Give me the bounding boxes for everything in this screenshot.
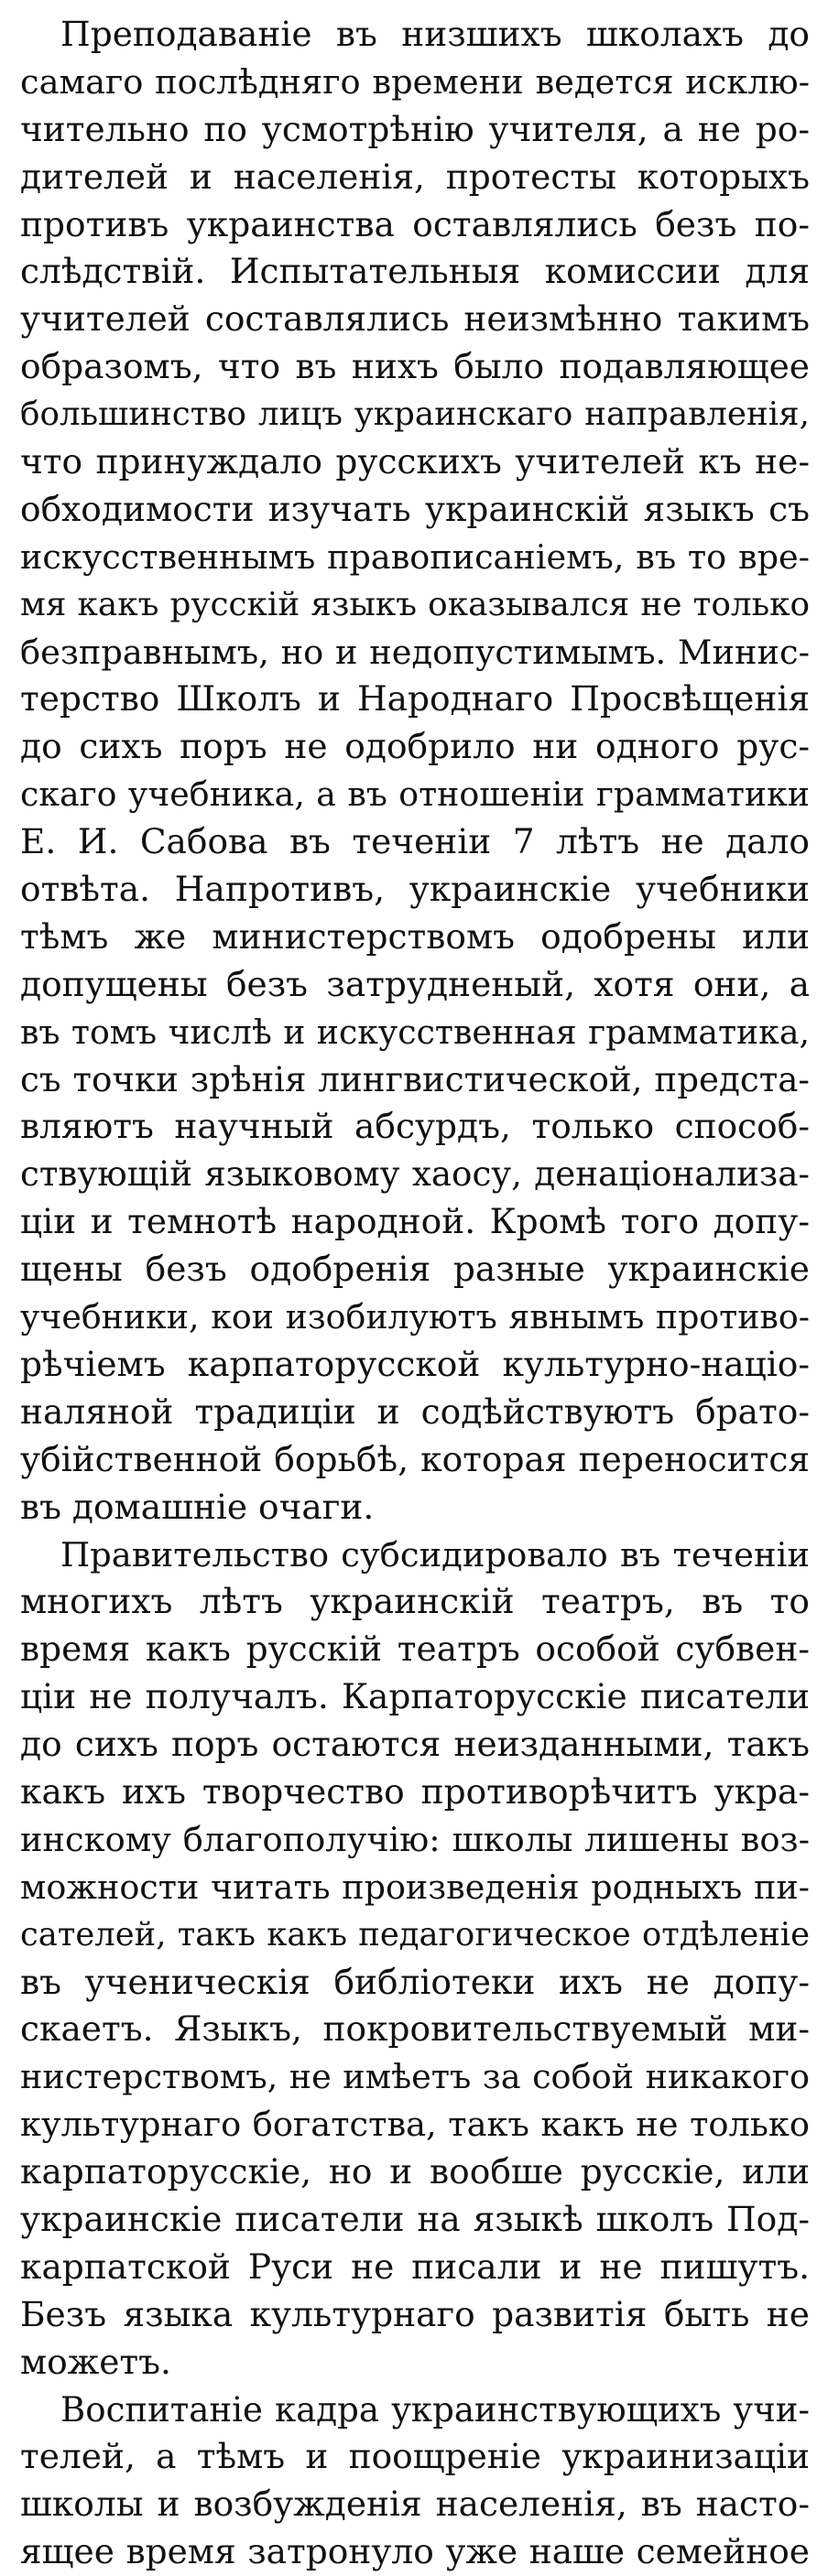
text-line: Воспитанiе кадра украинствующихъ учи- [60,2389,810,2430]
text-line: скаетъ. Языкъ, покровительствуемый ми- [20,2008,810,2050]
paragraph [20,2387,810,2576]
text-line: въ ученическiя библiотеки ихъ не допу- [20,1961,810,2002]
text-line: убiйственной борьбѣ, которая переносится [20,1438,810,1479]
text-line: можетъ. [20,2341,171,2382]
text-line: что принуждало русскихъ учителей къ не- [20,441,810,482]
text-line: телей, а тѣмъ и поощренiе украинизацiи [20,2436,810,2477]
text-line: большинство лицъ украинскаго направленiя, [20,395,810,434]
text-line: школы и возбужденiя населенiя, въ насто- [20,2484,810,2525]
text-line: карпаторусскiе, но и вообше русскiе, или [20,2151,810,2192]
text-line: искусственнымъ правописанiемъ, въ то вре- [20,536,810,577]
text-line: мя какъ русскiй языкъ оказывался не только [20,585,810,623]
text-line: до сихъ поръ остаются неизданными, такъ [20,1724,810,1765]
text-line: отвѣта. Напротивъ, украинскiе учебники [20,869,810,910]
text-line: обходимости изучать украинскiй языкъ съ [20,488,810,529]
text-line: слѣдствiй. Испытательныя комиссии для [20,251,810,292]
text-line: скаго учебника, а въ отношенiи грамматики [20,774,810,815]
text-line: какъ ихъ творчество противорѣчитъ укра- [20,1770,810,1812]
text-line: безправнымъ, но и недопустимымъ. Минис- [20,632,810,672]
text-line: допущены безъ затрудненый, хотя они, а [20,963,810,1004]
text-line: вляютъ научный абсурдъ, только способ- [20,1106,810,1147]
text-line: время какъ русскiй театръ особой субвен- [20,1629,810,1670]
text-line: до сихъ поръ не одобрило ни одного рус- [20,726,810,767]
text-line: самаго послѣдняго времени ведется исклю- [20,61,810,102]
text-line: щены безъ одобренiя разные украинскiе [20,1249,810,1290]
text-line: многихъ лѣтъ украинскiй театръ, въ то [20,1581,810,1622]
text-line: культурнаго богатства, такъ какъ не только [20,2105,810,2145]
text-line: учебники, кои изобилуютъ явнымъ противо- [20,1297,810,1337]
text-line: въ томъ числѣ и искусственная грамматика, [20,1012,810,1052]
text-line: наляной традицiи и содѣйствуютъ брато- [20,1391,810,1432]
text-line: украинскiе писатели на языкѣ школъ Под- [20,2198,810,2239]
text-line: инскому благополучiю: школы лишены воз- [20,1819,810,1859]
text-line: дителей и населенiя, протесты которыхъ [20,156,810,197]
text-line: съ точки зрѣнiя лингвистической, предста- [20,1058,810,1099]
text-line: сателей, такъ какъ педагогическое отдѣленiе [20,1915,810,1954]
text-line: цiи и темнотѣ народной. Кромѣ того допу- [20,1201,810,1242]
text-line: ствующiй языковому хаосу, денацiонализа- [20,1153,810,1195]
text-line: рѣчiемъ карпаторусской культурно-нацiо- [20,1343,810,1384]
text-line: образомъ, что въ нихъ было подавляющее [20,346,810,387]
text-line: Правительство субсидировало въ теченiи [60,1534,810,1575]
text-line: карпатской Руси не писали и не пишутъ. [20,2246,810,2287]
document-body [20,11,810,2576]
paragraph [20,1532,810,2387]
text-line: Безъ языка культурнаго развитiя быть не [20,2293,810,2334]
text-line: нистерствомъ, не имѣетъ за собой никакого [20,2057,810,2097]
text-line: можности читать произведенiя родныхъ пи- [20,1867,810,1907]
text-line: Е. И. Сабова въ теченiи 7 лѣтъ не дало [20,821,810,862]
text-line: цiи не получалъ. Карпаторусскiе писатели [20,1676,810,1717]
paragraph [20,11,810,1532]
text-line: терство Школъ и Народнаго Просвѣщенiя [20,678,810,720]
text-line: чительно по усмотрѣнiю учителя, а не ро- [20,108,810,149]
text-line: Преподаванiе въ низшихъ школахъ до [60,14,810,54]
text-line: въ домашнiе очаги. [20,1486,375,1527]
text-line: учителей составлялись неизмѣнно такимъ [20,298,810,340]
text-line: тѣмъ же министерствомъ одобрены или [20,915,810,957]
text-line: противъ украинства оставлялись безъ по- [20,203,810,244]
text-line: ящее время затронуло уже наше семейное [20,2531,810,2572]
document-page [20,11,810,2576]
